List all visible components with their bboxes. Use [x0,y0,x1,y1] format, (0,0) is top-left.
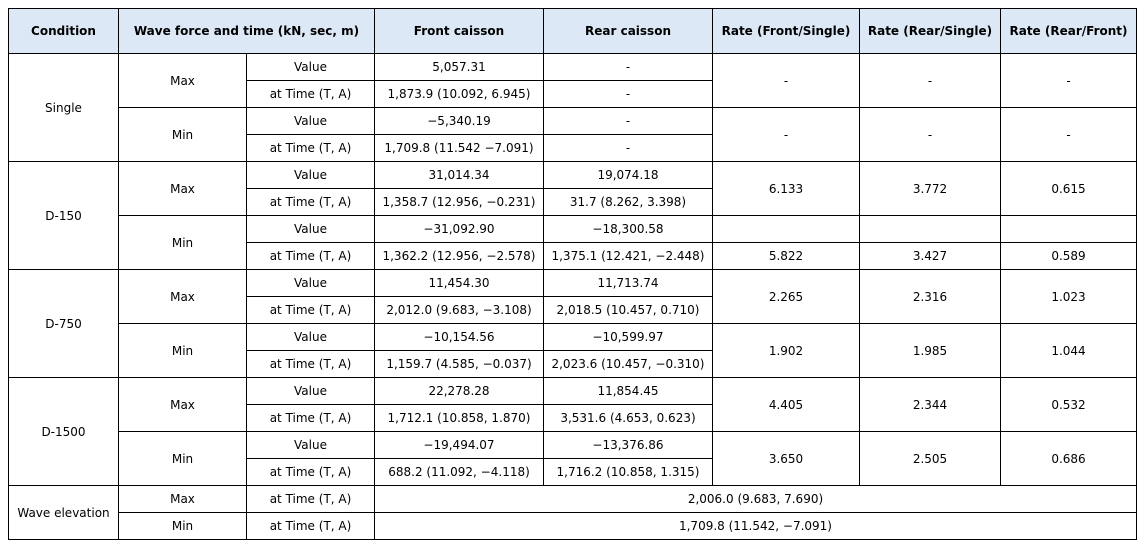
value-label: Value [247,432,375,459]
table-row [9,162,1137,189]
rate-rear-single: 3.772 [860,162,1001,216]
value-label: Value [247,54,375,81]
rate-rear-front: 0.532 [1001,378,1137,432]
rear-time: 2,023.6 (10.457, −0.310) [544,351,713,378]
header-rate-rear-single: Rate (Rear/Single) [860,9,1001,54]
rate-front-single: 1.902 [713,324,860,378]
front-value: 22,278.28 [375,378,544,405]
rate-rear-front: 1.044 [1001,324,1137,378]
rate-rear-front: - [1001,54,1137,108]
rate-front-single: - [713,108,860,162]
rate-rear-front: 0.615 [1001,162,1137,216]
table-row [9,432,1137,459]
time-label: at Time (T, A) [247,459,375,486]
rear-value: −10,599.97 [544,324,713,351]
rate-rear-single: 2.316 [860,270,1001,324]
wave-force-table [8,8,1137,540]
value-label: Value [247,162,375,189]
max-label: Max [119,162,247,216]
min-label: Min [119,432,247,486]
rate-rear-front: 1.023 [1001,270,1137,324]
rate-front-single: 3.650 [713,432,860,486]
header-row [9,9,1137,54]
front-value: −19,494.07 [375,432,544,459]
table-row [9,513,1137,540]
time-label: at Time (T, A) [247,297,375,324]
front-time: 1,362.2 (12.956, −2.578) [375,243,544,270]
front-value: 31,014.34 [375,162,544,189]
rear-time: - [544,135,713,162]
max-label: Max [119,270,247,324]
header-condition: Condition [9,9,119,54]
rear-time: - [544,81,713,108]
front-value: −10,154.56 [375,324,544,351]
max-label: Max [119,486,247,513]
header-rate-front-single: Rate (Front/Single) [713,9,860,54]
rear-value: 19,074.18 [544,162,713,189]
time-label: at Time (T, A) [247,513,375,540]
header-wave-force-time: Wave force and time (kN, sec, m) [119,9,375,54]
rate-rear-front: 0.589 [1001,243,1137,270]
value-label: Value [247,378,375,405]
rate-rear-front-empty [1001,216,1137,243]
value-label: Value [247,108,375,135]
min-label: Min [119,324,247,378]
min-label: Min [119,216,247,270]
rate-front-single: - [713,54,860,108]
rate-rear-front: - [1001,108,1137,162]
rate-front-single: 2.265 [713,270,860,324]
max-label: Max [119,54,247,108]
value-label: Value [247,216,375,243]
rate-rear-single: 1.985 [860,324,1001,378]
rear-value: - [544,108,713,135]
wave-elevation-min: 1,709.8 (11.542, −7.091) [375,513,1137,540]
header-front-caisson: Front caisson [375,9,544,54]
rate-front-single: 4.405 [713,378,860,432]
rate-front-single-empty [713,216,860,243]
front-value: −31,092.90 [375,216,544,243]
max-label: Max [119,378,247,432]
value-label: Value [247,270,375,297]
rate-front-single: 6.133 [713,162,860,216]
table-container [8,8,1137,540]
front-value: −5,340.19 [375,108,544,135]
wave-elevation-max: 2,006.0 (9.683, 7.690) [375,486,1137,513]
rear-time: 1,716.2 (10.858, 1.315) [544,459,713,486]
rear-value: 11,713.74 [544,270,713,297]
rate-rear-single: 3.427 [860,243,1001,270]
time-label: at Time (T, A) [247,405,375,432]
rear-time: 2,018.5 (10.457, 0.710) [544,297,713,324]
time-label: at Time (T, A) [247,81,375,108]
rate-rear-single-empty [860,216,1001,243]
time-label: at Time (T, A) [247,351,375,378]
min-label: Min [119,513,247,540]
condition-cell: D-1500 [9,378,119,486]
front-time: 1,358.7 (12.956, −0.231) [375,189,544,216]
time-label: at Time (T, A) [247,243,375,270]
time-label: at Time (T, A) [247,486,375,513]
table-row [9,378,1137,405]
rear-value: −18,300.58 [544,216,713,243]
table-row [9,108,1137,135]
rear-value: −13,376.86 [544,432,713,459]
front-value: 11,454.30 [375,270,544,297]
header-rear-caisson: Rear caisson [544,9,713,54]
condition-cell: D-750 [9,270,119,378]
table-row [9,486,1137,513]
rear-time: 31.7 (8.262, 3.398) [544,189,713,216]
front-time: 1,873.9 (10.092, 6.945) [375,81,544,108]
rate-rear-single: - [860,54,1001,108]
table-row [9,270,1137,297]
rear-time: 1,375.1 (12.421, −2.448) [544,243,713,270]
header-rate-rear-front: Rate (Rear/Front) [1001,9,1137,54]
condition-cell: Wave elevation [9,486,119,540]
front-value: 5,057.31 [375,54,544,81]
min-label: Min [119,108,247,162]
value-label: Value [247,324,375,351]
time-label: at Time (T, A) [247,189,375,216]
rate-rear-front: 0.686 [1001,432,1137,486]
rate-rear-single: 2.505 [860,432,1001,486]
rear-time: 3,531.6 (4.653, 0.623) [544,405,713,432]
condition-cell: D-150 [9,162,119,270]
rate-front-single: 5.822 [713,243,860,270]
table-row [9,324,1137,351]
table-row [9,54,1137,81]
front-time: 1,712.1 (10.858, 1.870) [375,405,544,432]
table-row [9,216,1137,243]
rear-value: - [544,54,713,81]
front-time: 1,159.7 (4.585, −0.037) [375,351,544,378]
rear-value: 11,854.45 [544,378,713,405]
front-time: 2,012.0 (9.683, −3.108) [375,297,544,324]
time-label: at Time (T, A) [247,135,375,162]
rate-rear-single: - [860,108,1001,162]
front-time: 1,709.8 (11.542 −7.091) [375,135,544,162]
front-time: 688.2 (11.092, −4.118) [375,459,544,486]
rate-rear-single: 2.344 [860,378,1001,432]
condition-cell: Single [9,54,119,162]
